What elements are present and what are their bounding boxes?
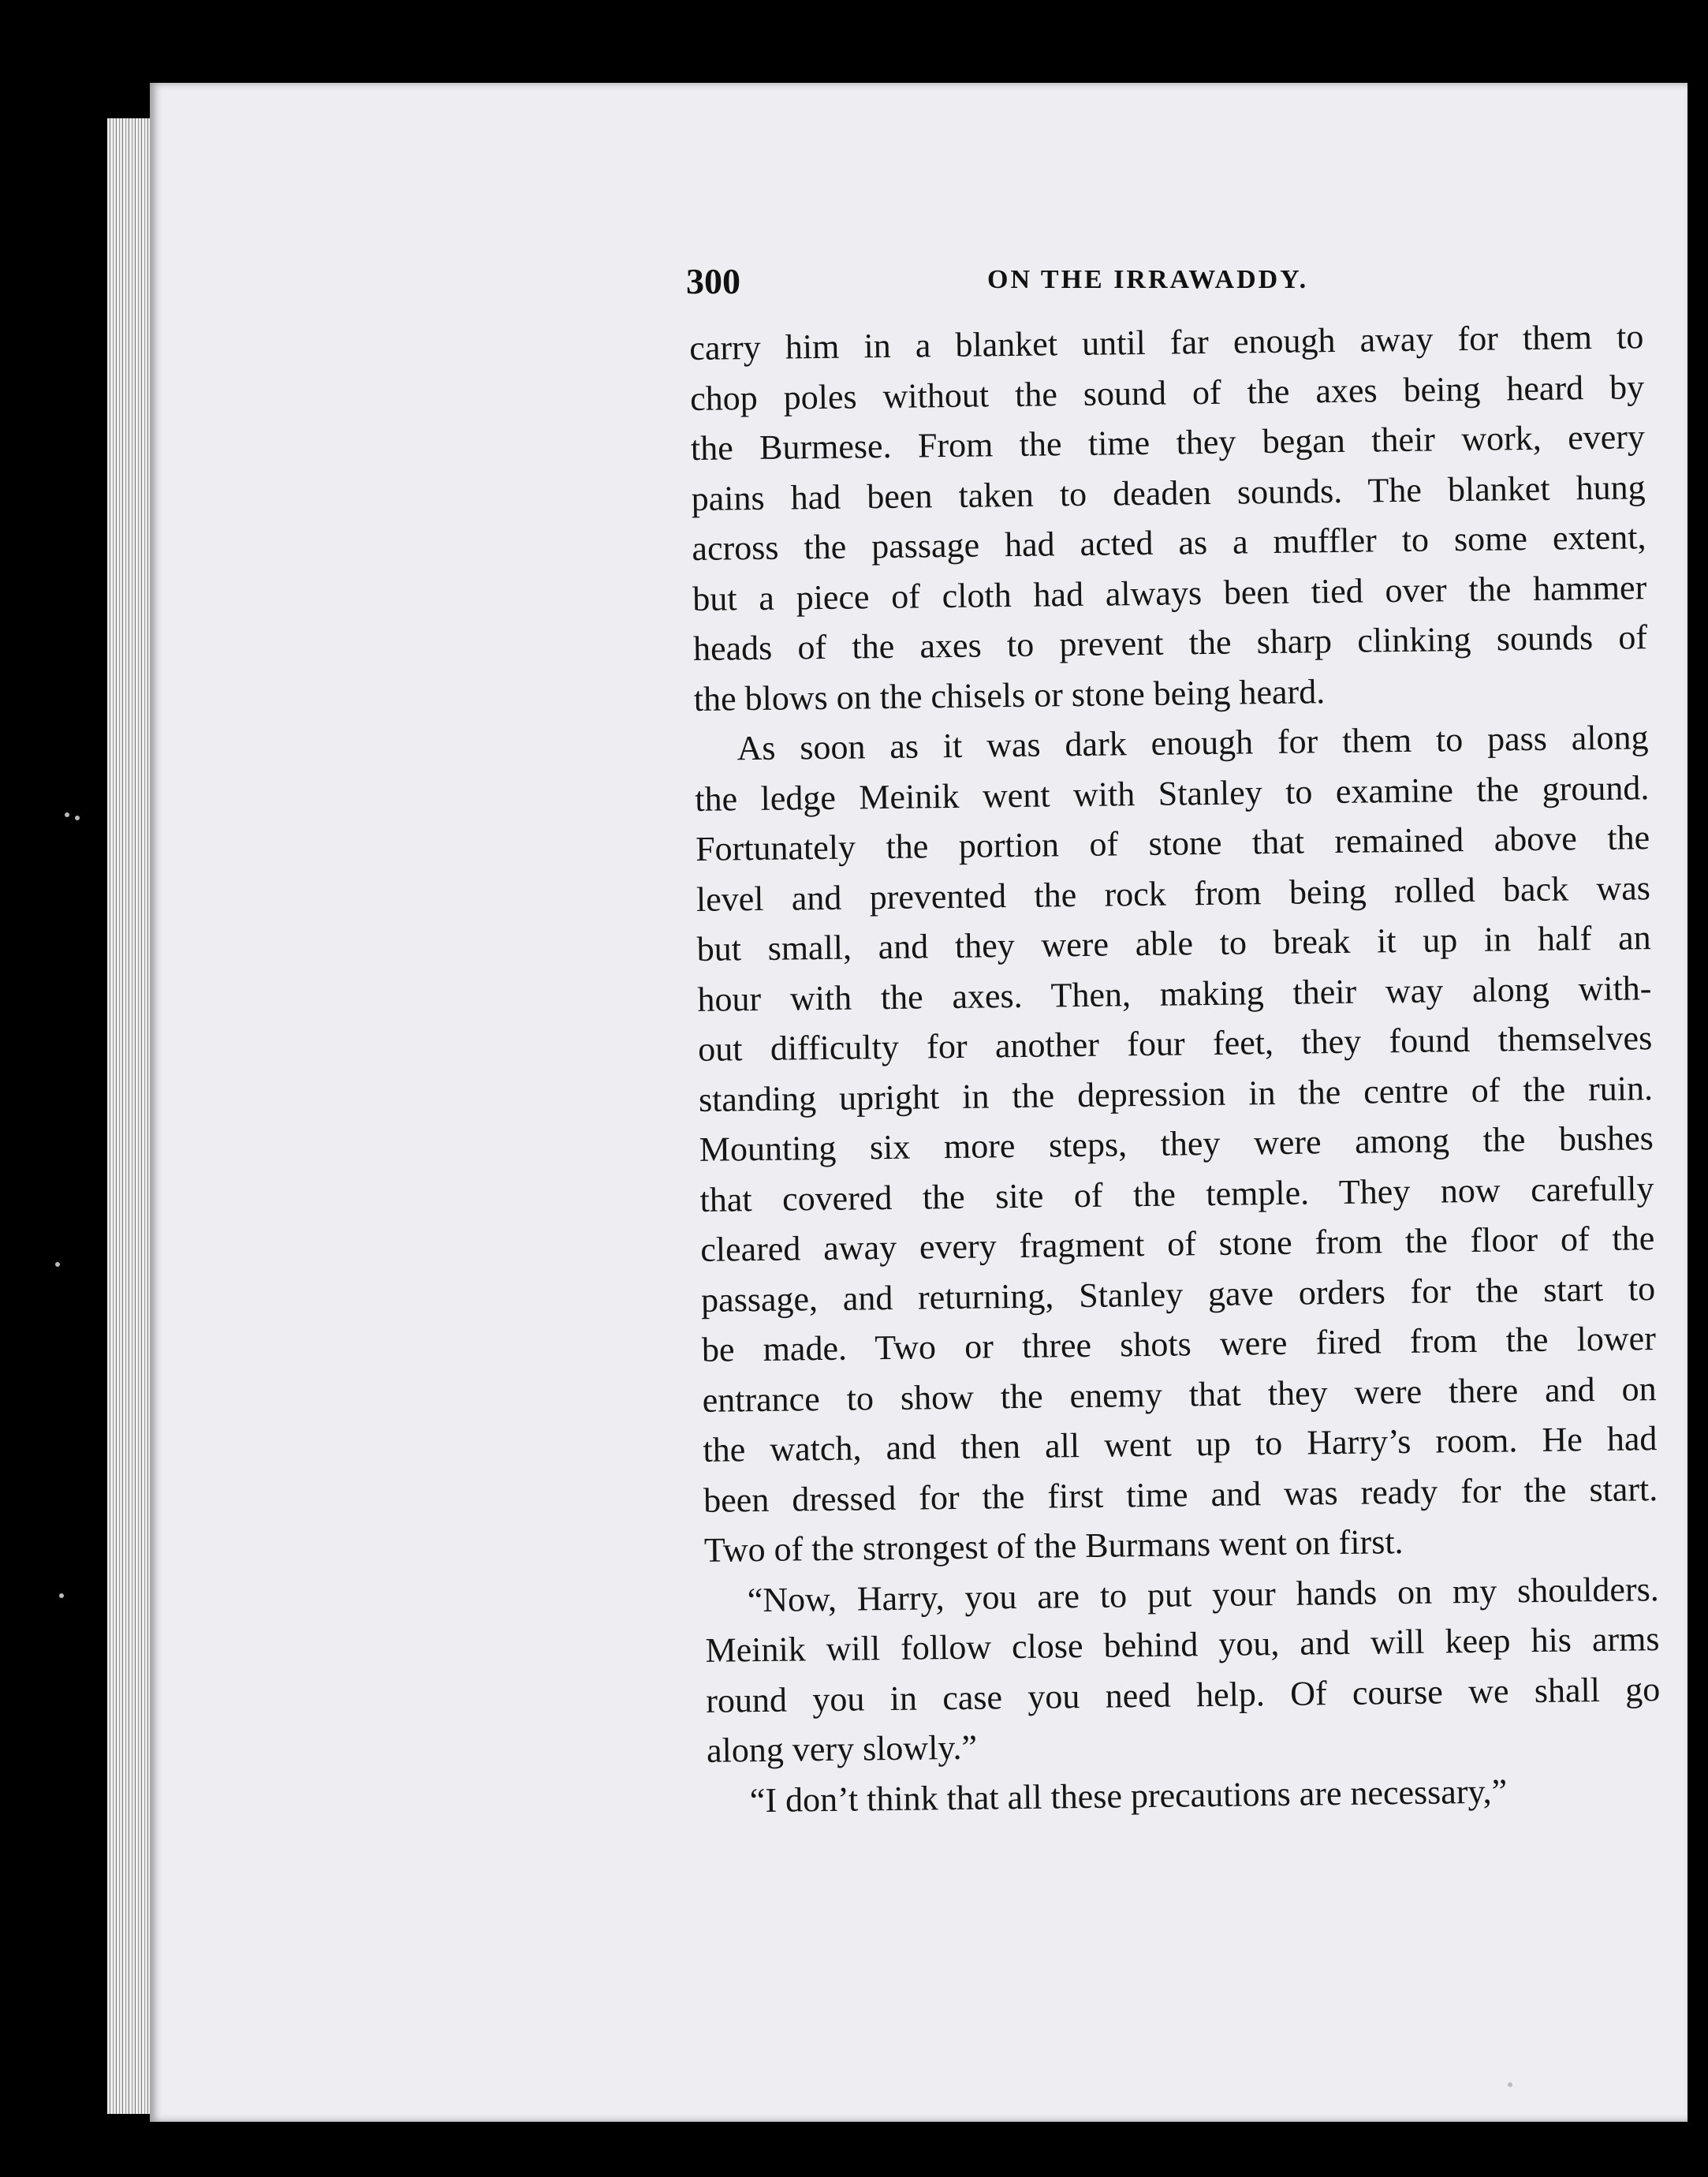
text-line: the ledge Meinik went with Stanley to examine the ground. [695,767,1650,819]
text-line: across the passage had acted as a muffler to some extent, [692,517,1646,568]
text-line: standing upright in the depression in the centre of the ruin. [698,1068,1654,1119]
text-line: chop poles without the sound of the axes being heard by [689,367,1645,418]
text-line: hour with the axes. Then, making their way along with- [697,968,1652,1019]
paragraph [704,1564,1661,1776]
text-line: out difficulty for another four feet, they found themselves [697,1018,1653,1069]
text-line: “I don’t think that all these precautions are necessary,” [749,1771,1508,1820]
body-text [689,312,1661,1826]
page-header [686,260,1640,308]
text-line: along very slowly.” [706,1727,978,1770]
running-title: ON THE IRRAWADDY. [987,265,1309,294]
text-line: round you in case you need help. Of course we shall go [706,1669,1661,1720]
text-line: Fortunately the portion of stone that remained above the [695,818,1650,868]
paragraph [689,312,1648,724]
text-line: Two of the strongest of the Burmans went on first. [703,1522,1404,1570]
text-line: be made. Two or three shots were fired from the lower [701,1319,1657,1369]
text-line: level and prevented the rock from being rolled back was [696,868,1651,919]
text-line: cleared away every fragment of stone from the floor of the [700,1219,1655,1269]
paragraph [694,712,1658,1575]
text-line: carry him in a blanket until far enough away for them to [689,317,1644,368]
text-line: entrance to show the enemy that they were there and on [702,1369,1657,1420]
text-line: Mounting six more steps, they were among the bushes [699,1118,1654,1169]
page-number: 300 [686,261,740,301]
text-line: heads of the axes to prevent the sharp clinking sounds of [692,618,1648,668]
text-line: pains had been taken to deaden sounds. The blanket hung [691,467,1646,518]
text-line: the Burmese. From the time they began their work, every [690,417,1646,468]
text-line: the blows on the chisels or stone being heard. [693,671,1326,719]
text-line: As soon as it was dark enough for them to pass along [737,718,1649,768]
text-line: “Now, Harry, you are to put your hands on my shoulders. [747,1569,1659,1619]
text-line: but a piece of cloth had always been tied over the hammer [692,567,1647,618]
page-edges [107,118,155,2114]
text-line: but small, and they were able to break it up in half an [696,918,1651,969]
text-line: Meinik will follow close behind you, and will keep his arms [705,1619,1660,1670]
text-line: passage, and returning, Stanley gave orders for the start to [700,1268,1656,1320]
text-line: been dressed for the first time and was ready for the start. [703,1469,1658,1520]
text-line: the watch, and then all went up to Harry’s room. He had [703,1419,1658,1469]
text-line: that covered the site of the temple. They now carefully [699,1168,1654,1219]
